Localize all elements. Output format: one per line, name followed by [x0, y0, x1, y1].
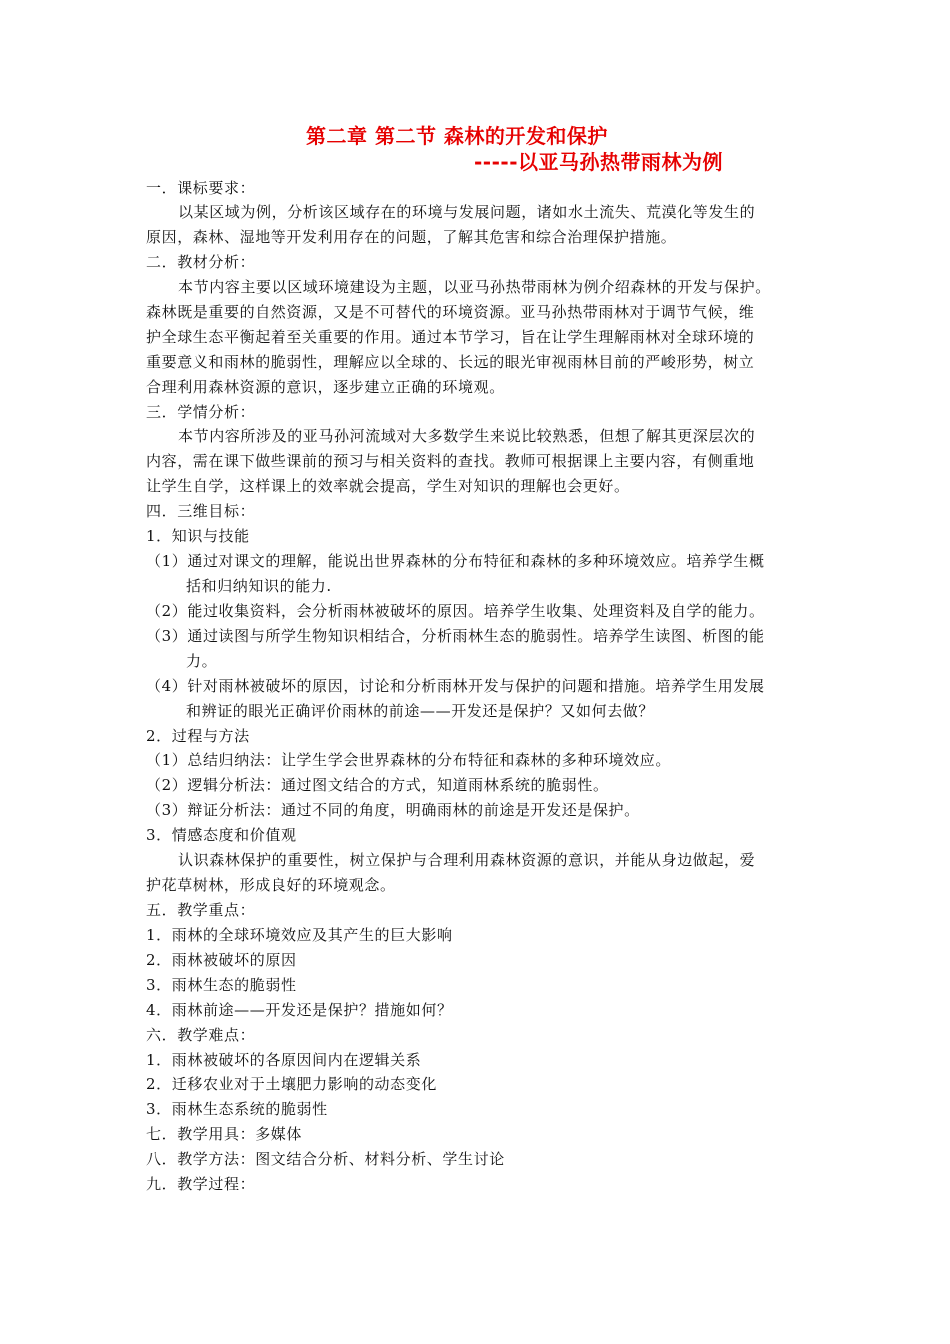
- text-line: 力。: [186, 652, 218, 670]
- text-line: （1）总结归纳法：让学生学会世界森林的分布特征和森林的多种环境效应。: [146, 751, 671, 769]
- text-line: 原因，森林、湿地等开发利用存在的问题，了解其危害和综合治理保护措施。: [146, 228, 677, 246]
- document-title: 第二章 第二节 森林的开发和保护: [306, 124, 608, 148]
- text-line: （1）通过对课文的理解，能说出世界森林的分布特征和森林的多种环境效应。培养学生概: [146, 552, 765, 570]
- text-line: 1．雨林被破坏的各原因间内在逻辑关系: [146, 1051, 422, 1069]
- text-line: （3）辩证分析法：通过不同的角度，明确雨林的前途是开发还是保护。: [146, 801, 640, 819]
- text-line: 3．雨林生态系统的脆弱性: [146, 1100, 328, 1118]
- text-line: 3．雨林生态的脆弱性: [146, 976, 297, 994]
- text-line: 括和归纳知识的能力.: [186, 577, 332, 595]
- text-line: 3．情感态度和价值观: [146, 826, 297, 844]
- text-line: （2）能过收集资料，会分析雨林被破坏的原因。培养学生收集、处理资料及自学的能力。: [146, 602, 765, 620]
- text-line: 三．学情分析：: [146, 403, 256, 421]
- text-line: 森林既是重要的自然资源，又是不可替代的环境资源。亚马孙热带雨林对于调节气候，维: [146, 303, 755, 321]
- document-subtitle: -----以亚马孙热带雨林为例: [474, 150, 724, 174]
- text-line: 1．知识与技能: [146, 527, 250, 545]
- text-line: 4．雨林前途——开发还是保护？措施如何？: [146, 1001, 453, 1019]
- text-line: 认识森林保护的重要性，树立保护与合理利用森林资源的意识，并能从身边做起，爱: [178, 851, 756, 869]
- text-line: 合理利用森林资源的意识，逐步建立正确的环境观。: [146, 378, 505, 396]
- text-line: （4）针对雨林被破坏的原因，讨论和分析雨林开发与保护的问题和措施。培养学生用发展: [146, 677, 765, 695]
- text-line: 八．教学方法：图文结合分析、材料分析、学生讨论: [146, 1150, 505, 1168]
- text-line: 2．迁移农业对于土壤肥力影响的动态变化: [146, 1075, 437, 1093]
- text-line: 护花草树林，形成良好的环境观念。: [146, 876, 396, 894]
- text-line: 重要意义和雨林的脆弱性，理解应以全球的、长远的眼光审视雨林目前的严峻形势，树立: [146, 353, 755, 371]
- text-line: 本节内容主要以区域环境建设为主题，以亚马孙热带雨林为例介绍森林的开发与保护。: [178, 278, 771, 296]
- text-line: 和辨证的眼光正确评价雨林的前途——开发还是保护？又如何去做？: [186, 702, 655, 720]
- text-line: 五．教学重点：: [146, 901, 256, 919]
- text-line: （2）逻辑分析法：通过图文结合的方式，知道雨林系统的脆弱性。: [146, 776, 609, 794]
- text-line: 一．课标要求：: [146, 179, 256, 197]
- text-line: 六．教学难点：: [146, 1026, 256, 1044]
- text-line: 二．教材分析：: [146, 253, 256, 271]
- text-line: 让学生自学，这样课上的效率就会提高，学生对知识的理解也会更好。: [146, 477, 630, 495]
- text-line: 2．雨林被破坏的原因: [146, 951, 297, 969]
- text-line: 四．三维目标：: [146, 502, 256, 520]
- text-line: 本节内容所涉及的亚马孙河流域对大多数学生来说比较熟悉，但想了解其更深层次的: [178, 427, 756, 445]
- text-line: 护全球生态平衡起着至关重要的作用。通过本节学习，旨在让学生理解雨林对全球环境的: [146, 328, 755, 346]
- text-line: 内容，需在课下做些课前的预习与相关资料的查找。教师可根据课上主要内容，有侧重地: [146, 452, 755, 470]
- text-line: 2．过程与方法: [146, 727, 250, 745]
- text-line: （3）通过读图与所学生物知识相结合，分析雨林生态的脆弱性。培养学生读图、析图的能: [146, 627, 765, 645]
- text-line: 1．雨林的全球环境效应及其产生的巨大影响: [146, 926, 453, 944]
- text-line: 七．教学用具：多媒体: [146, 1125, 303, 1143]
- text-line: 以某区域为例，分析该区域存在的环境与发展问题，诸如水土流失、荒漠化等发生的: [178, 203, 756, 221]
- text-line: 九．教学过程：: [146, 1175, 256, 1193]
